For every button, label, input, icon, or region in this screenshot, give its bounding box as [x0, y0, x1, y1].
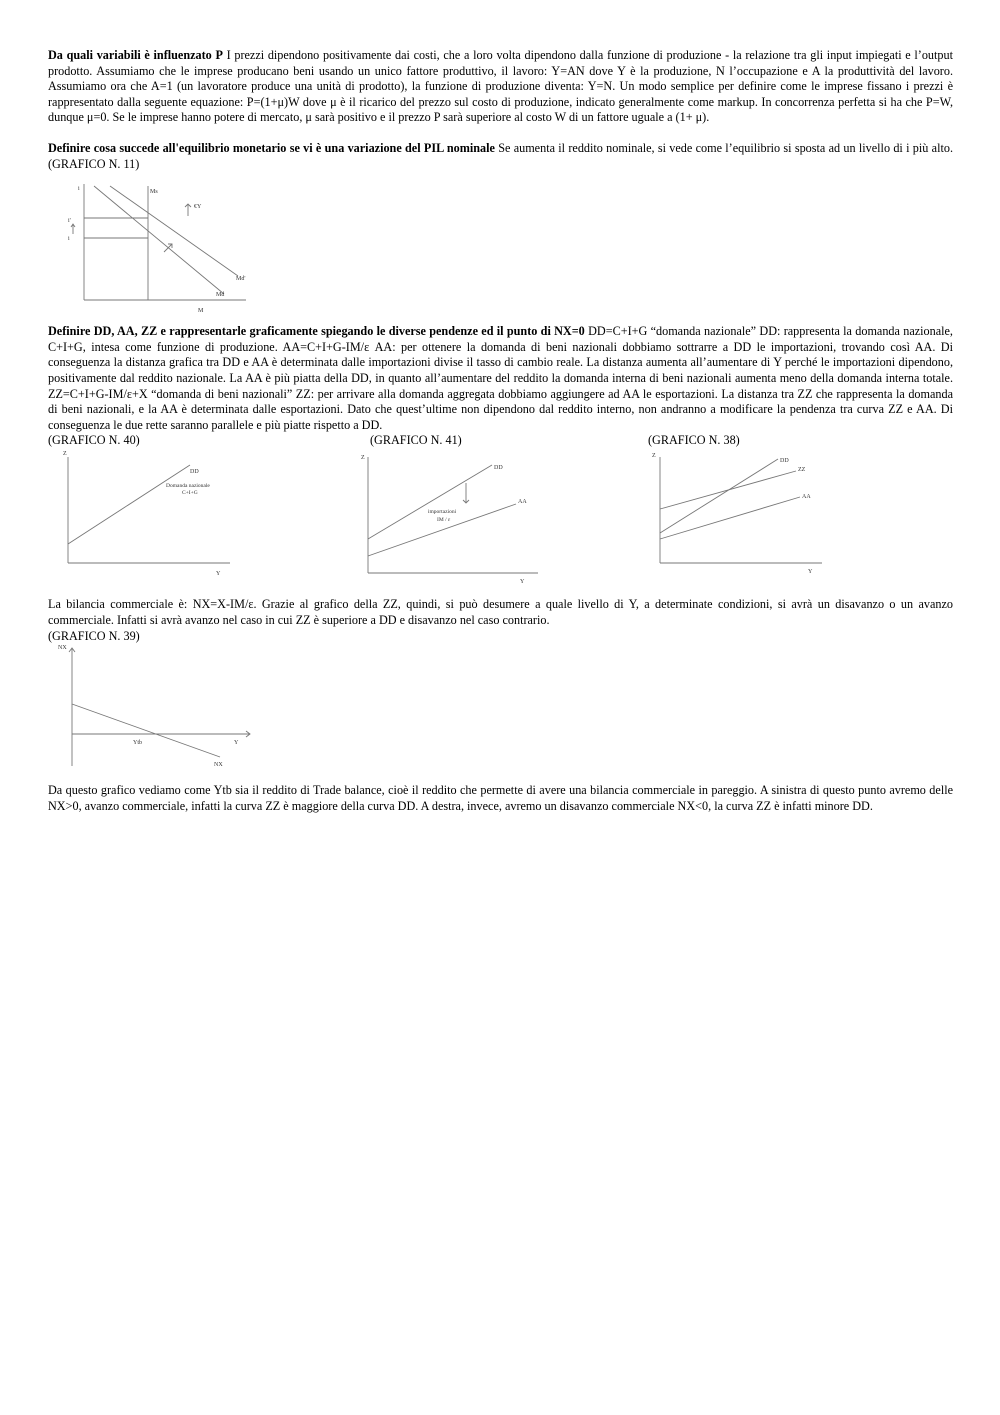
paragraph-body: La bilancia commerciale è: NX=X-IM/ε. Grazie al grafico della ZZ, quindi, si può desumere a quale livello di Y, a determinate condizioni, si avrà un disavanzo o un avanzo commerciale. Infatti si avrà avanzo nel caso in cui ZZ è superiore a DD e disavanzo nel caso contrario.: [48, 597, 953, 627]
paragraph-heading: Definire cosa succede all'equilibrio monetario se vi è una variazione del PIL nominale: [48, 140, 495, 155]
figure-41-dd-aa: [358, 449, 558, 589]
fig39-nx-axis-label: NX: [58, 645, 67, 652]
paragraph-body: DD=C+I+G “domanda nazionale” DD: rappresenta la domanda nazionale, C+I+G, intesa come funzione di produzione. AA=C+I+G-IM/ε AA: per ottenere la domanda di beni nazionali dobbiamo sottrarre a DD le importazioni, trovando così AA. Di conseguenza la distanza grafica tra DD e AA è determinata dalle importazioni divise il tasso di cambio reale. La distanza aumenta all’aumentare di Y perché le importazioni dipendono, positivamente dal reddito nazionale. La AA è più piatta della DD, in quanto all’aumentare del reddito la domanda interna di beni nazionali aumenta meno della domanda interna totale. ZZ=C+I+G-IM/ε+X “domanda di beni nazionali” ZZ: per arrivare alla domanda aggregata dobbiamo aggiungere ad AA le esportazioni. La distanza tra ZZ che rappresenta la domanda di beni nazionali, e la AA è determinata dalle esportazioni. Dato che quest’ultime non dipendono dal reddito interno, non andranno a modificare la pendenza tra curva ZZ e AA. Di conseguenza le due rette saranno parallele e più piatte rispetto a DD.: [48, 324, 953, 432]
fig11-m-axis-label: M: [198, 308, 204, 315]
fig38-zz-label: ZZ: [798, 467, 806, 474]
fig40-note-line1: Domanda nazionale: [166, 483, 210, 490]
fig11-i-prime-label: i': [68, 218, 71, 225]
fig41-note-line1: importazioni: [428, 509, 457, 516]
fig40-z-axis-label: Z: [63, 451, 67, 458]
caption-row: [48, 433, 953, 449]
fig11-md-prime-label: Md': [236, 276, 246, 283]
fig11-y-increase-label: €Y: [194, 204, 202, 211]
figure-40-dd: [54, 449, 244, 584]
paragraph-ytb-explanation: [48, 783, 953, 814]
caption-grafico-41: (GRAFICO N. 41): [370, 433, 462, 448]
paragraph-heading: Definire DD, AA, ZZ e rappresentarle graficamente spiegando le diverse pendenze ed il punto di NX=0: [48, 324, 585, 339]
fig41-z-axis-label: Z: [361, 455, 365, 462]
fig39-nx-curve-label: NX: [214, 762, 223, 769]
fig40-y-axis-label: Y: [216, 571, 221, 578]
fig11-md-label: Md: [216, 292, 225, 299]
fig41-dd-label: DD: [494, 465, 503, 472]
paragraph-price-variables: [48, 48, 953, 126]
fig38-aa-label: AA: [802, 494, 811, 501]
document-page: [48, 48, 953, 814]
fig11-i-axis-label: i: [78, 186, 80, 193]
caption-grafico-38: (GRAFICO N. 38): [648, 433, 740, 448]
paragraph-heading: Da quali variabili è influenzato P: [48, 48, 223, 62]
paragraph-body: Se aumenta il reddito nominale, si vede come l’equilibrio si sposta ad un livello di i più alto. (GRAFICO N. 11): [48, 140, 953, 171]
fig38-z-axis-label: Z: [652, 453, 656, 460]
fig41-aa-label: AA: [518, 499, 527, 506]
paragraph-monetary-equilibrium: [48, 141, 953, 172]
fig40-note-line2: C+I+G: [182, 490, 198, 497]
figure-39-nx: [54, 644, 274, 769]
paragraph-body: I prezzi dipendono positivamente dai costi, che a loro volta dipendono dalla funzione di produzione - la relazione tra gli input impiegati e l’output prodotto. Assumiamo che le imprese producano beni usando un unico fattore produttivo, il lavoro: Y=AN dove Y è la produzione, N l’occupazione e A la produttività del lavoro. Assumiamo ora che A=1 (un lavoratore produce una unità di prodotto), la funzione di produzione diventa: Y=N. Un modo semplice per definire come le imprese fissano i prezzi è rappresentato dalla seguente equazione: P=(1+μ)W dove μ è il ricarico del prezzo sul costo di produzione, indicato generalmente come markup. In concorrenza perfetta si ha che P=W, dunque μ=0. Se le imprese hanno potere di mercato, μ sarà positivo e il prezzo P sarà superiore al costo W di un fattore uguale a (1+ μ).: [48, 48, 953, 125]
paragraph-body: Da questo grafico vediamo come Ytb sia il reddito di Trade balance, cioè il reddito che permette di avere una bilancia commerciale in pareggio. A sinistra di questo punto avremo delle NX>0, avanzo commerciale, infatti la curva ZZ è maggiore della curva DD. A destra, invece, avremo un disavanzo commerciale NX<0, la curva ZZ è infatti minore DD.: [48, 783, 953, 813]
paragraph-trade-balance: [48, 597, 953, 628]
caption-grafico-39: (GRAFICO N. 39): [48, 628, 140, 643]
figure-38-dd-zz-aa: [646, 449, 836, 579]
fig39-y-axis-label: Y: [234, 740, 239, 747]
caption-grafico-40: (GRAFICO N. 40): [48, 433, 140, 448]
fig38-dd-label: DD: [780, 458, 789, 465]
fig39-ytb-label: Ytb: [133, 740, 142, 747]
paragraph-dd-aa-zz: [48, 324, 953, 433]
fig41-note-line2: IM / ε: [437, 517, 451, 524]
fig11-ms-label: Ms: [150, 189, 158, 196]
fig40-dd-label: DD: [190, 469, 199, 476]
fig38-y-axis-label: Y: [808, 569, 813, 576]
figure-11-money-market: [66, 176, 276, 316]
fig11-i-base-label: i: [68, 236, 70, 243]
fig41-y-axis-label: Y: [520, 579, 525, 586]
